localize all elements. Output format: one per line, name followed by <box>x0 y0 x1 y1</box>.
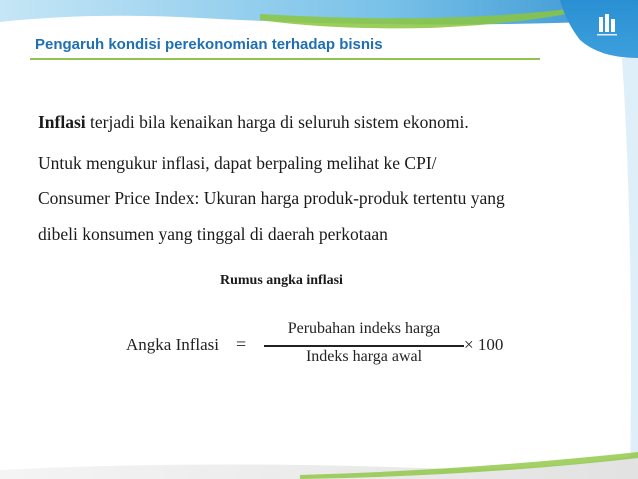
formula-denominator: Indeks harga awal <box>305 348 423 365</box>
definition-text: terjadi bila kenaikan harga di seluruh sistem ekonomi. <box>85 112 469 132</box>
fraction-bar <box>264 345 464 347</box>
formula-lhs: Angka Inflasi <box>126 335 220 354</box>
slide-title: Pengaruh kondisi perekonomian terhadap bisnis <box>35 36 383 53</box>
cpi-line-3: dibeli konsumen yang tinggal di daerah perkotaan <box>38 224 388 244</box>
formula-caption: Rumus angka inflasi <box>220 273 343 288</box>
cpi-line-1: Untuk mengukur inflasi, dapat berpaling melihat ke CPI/ <box>38 153 437 173</box>
formula-equals: = <box>236 334 247 354</box>
cpi-line-2: Consumer Price Index: Ukuran harga produk-produk tertentu yang <box>38 188 505 208</box>
company-logo-icon <box>596 12 618 38</box>
title-underline <box>30 58 540 60</box>
paragraph-inflasi-definition <box>38 112 469 133</box>
formula-multiplier: × 100 <box>464 335 504 354</box>
term-inflasi: Inflasi <box>38 112 86 132</box>
inflation-formula <box>112 314 526 376</box>
formula-numerator: Perubahan indeks harga <box>287 320 441 337</box>
